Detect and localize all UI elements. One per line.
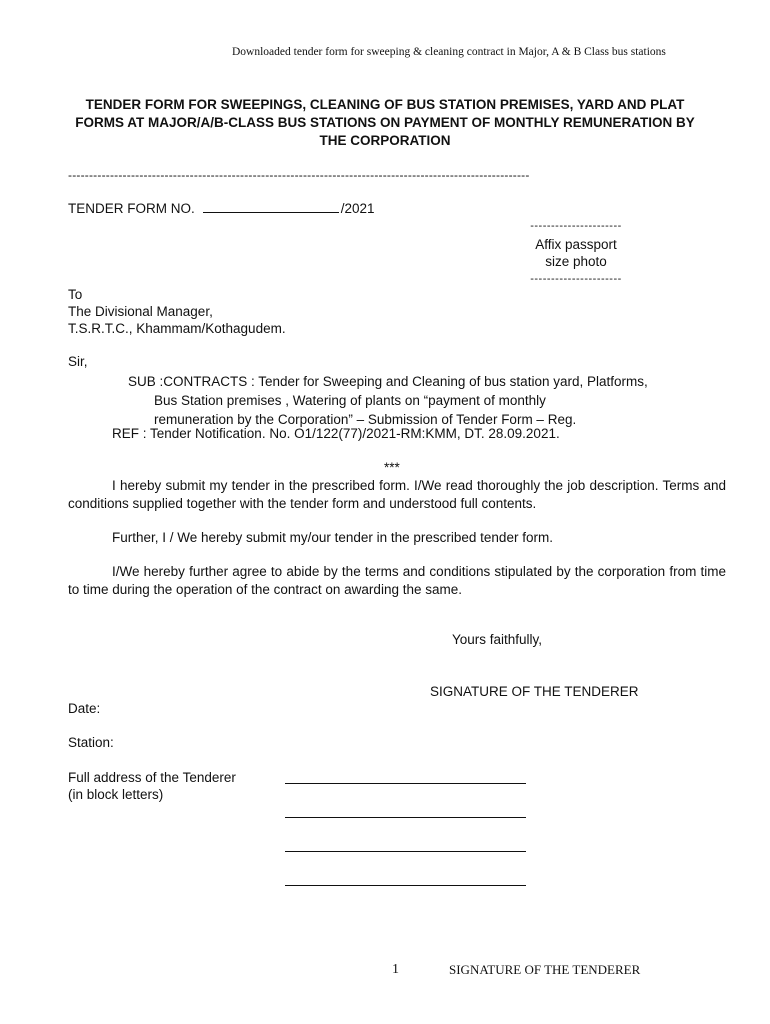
document-title xyxy=(40,96,730,150)
subject-block xyxy=(128,372,648,429)
address-label-line: (in block letters) xyxy=(68,787,164,802)
address-label-line: Full address of the Tenderer xyxy=(68,770,236,785)
addressee-line: To xyxy=(68,287,83,302)
form-number-blank[interactable] xyxy=(203,200,339,213)
salutation: Sir, xyxy=(68,354,88,369)
section-stars: *** xyxy=(384,460,400,475)
subject-line: SUB :CONTRACTS : Tender for Sweeping and Cleaning of bus station yard, Platforms, xyxy=(128,374,648,389)
reference-line: REF : Tender Notification. No. O1/122(77)/2021-RM:KMM, DT. 28.09.2021. xyxy=(112,426,560,441)
form-number-suffix: /2021 xyxy=(340,201,375,216)
passport-photo-box xyxy=(520,218,632,288)
station-label: Station: xyxy=(68,735,114,750)
address-line-2[interactable] xyxy=(285,817,526,818)
photo-box-line2: size photo xyxy=(545,254,607,269)
signature-label: SIGNATURE OF THE TENDERER xyxy=(430,684,639,699)
page-header-note: Downloaded tender form for sweeping & cleaning contract in Major, A & B Class bus stations xyxy=(232,46,666,58)
photo-box-bottom-dashes: ---------------------- xyxy=(530,272,622,285)
address-line-3[interactable] xyxy=(285,851,526,852)
footer-signature-label: SIGNATURE OF THE TENDERER xyxy=(449,962,641,977)
page-number: 1 xyxy=(392,962,399,977)
subject-line: remuneration by the Corporation” – Submission of Tender Form – Reg. xyxy=(154,412,577,427)
body-paragraph: I hereby submit my tender in the prescribed form. I/We read thoroughly the job description. Terms and conditions supplied together with the tender form and understood full contents. xyxy=(68,478,726,511)
addressee-line: The Divisional Manager, xyxy=(68,304,213,319)
title-line: THE CORPORATION xyxy=(319,133,451,148)
addressee-line: T.S.R.T.C., Khammam/Kothagudem. xyxy=(68,321,286,336)
body-paragraph: Further, I / We hereby submit my/our tender in the prescribed tender form. xyxy=(112,530,553,545)
photo-box-top-dashes: ---------------------- xyxy=(530,220,622,232)
addressee-block xyxy=(68,286,286,337)
address-label xyxy=(68,769,236,803)
date-label: Date: xyxy=(68,701,101,716)
separator-line: -------------------------------------------------------------------------------------------------------------- xyxy=(68,168,530,182)
address-line-1[interactable] xyxy=(285,783,526,784)
body-paragraph: I/We hereby further agree to abide by the terms and conditions stipulated by the corporation from time to time during the operation of the contract on awarding the same. xyxy=(68,564,726,597)
title-line: FORMS AT MAJOR/A/B-CLASS BUS STATIONS ON PAYMENT OF MONTHLY REMUNERATION BY xyxy=(75,115,695,130)
title-line: TENDER FORM FOR SWEEPINGS, CLEANING OF BUS STATION PREMISES, YARD AND PLAT xyxy=(85,97,685,112)
address-line-4[interactable] xyxy=(285,885,526,886)
form-number-label: TENDER FORM NO. xyxy=(68,201,195,216)
tender-form-number xyxy=(68,200,375,216)
subject-line: Bus Station premises , Watering of plants on “payment of monthly xyxy=(154,393,546,408)
closing-text: Yours faithfully, xyxy=(452,632,543,647)
photo-box-line1: Affix passport xyxy=(535,236,617,252)
